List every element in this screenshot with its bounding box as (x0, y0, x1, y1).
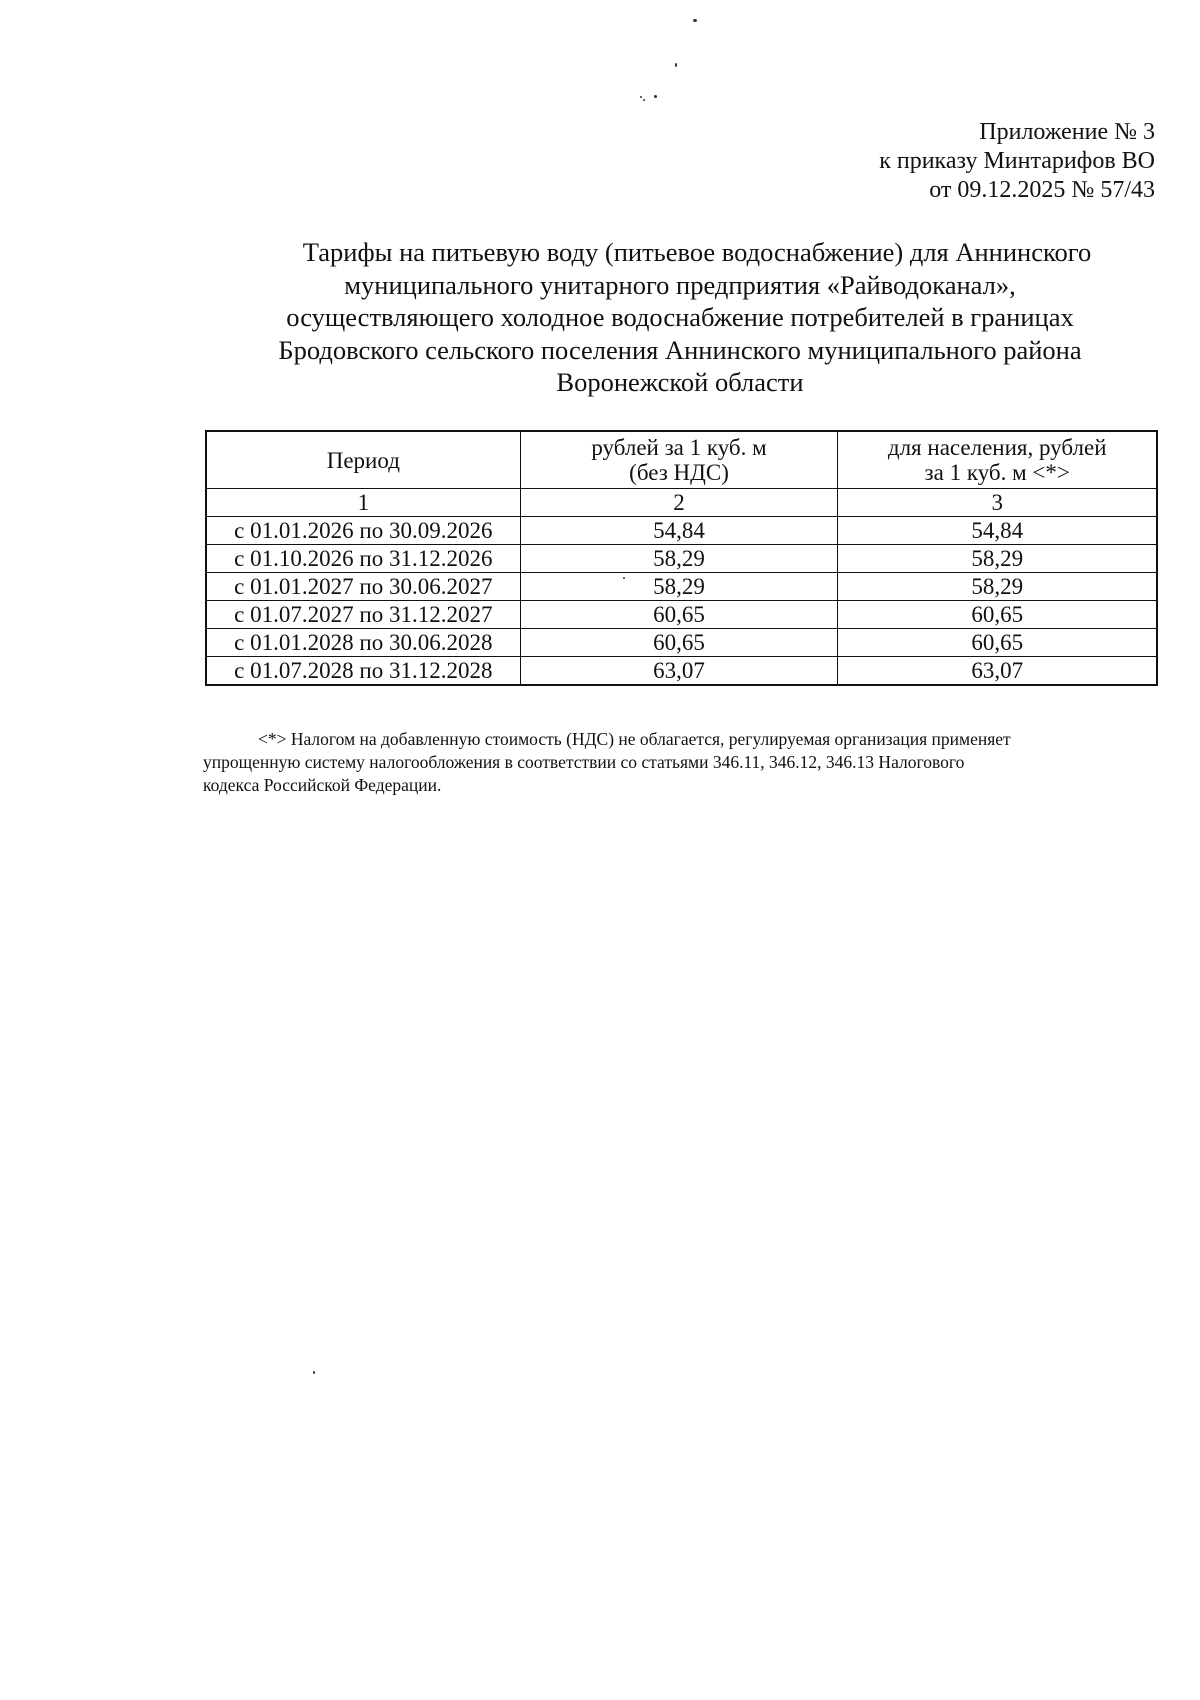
cell-period: с 01.07.2028 по 31.12.2028 (206, 657, 520, 686)
table-row (206, 629, 1157, 657)
table-row (206, 517, 1157, 545)
cell-rub: 60,65 (520, 601, 838, 629)
scan-speck (693, 19, 697, 22)
table-row (206, 545, 1157, 573)
footnote-line: кодекса Российской Федерации. (203, 775, 442, 795)
appendix-order-date: от 09.12.2025 № 57/43 (929, 177, 1155, 203)
scan-speck (654, 95, 657, 98)
header-line: (без НДС) (629, 460, 729, 485)
cell-period: с 01.01.2027 по 30.06.2027 (206, 573, 520, 601)
table-row (206, 657, 1157, 686)
table-header-row (206, 431, 1157, 489)
appendix-reference (879, 118, 1155, 205)
cell-population: 58,29 (838, 573, 1157, 601)
table-row (206, 601, 1157, 629)
scan-speck (675, 63, 677, 67)
column-number-row (206, 489, 1157, 517)
scan-speck (643, 99, 645, 101)
footnote-line: упрощенную систему налогообложения в соответствии со статьями 346.11, 346.12, 346.13 Налогового (203, 752, 965, 772)
header-population (838, 431, 1157, 489)
cell-period: с 01.01.2028 по 30.06.2028 (206, 629, 520, 657)
appendix-number: Приложение № 3 (979, 119, 1155, 145)
title-line: Бродовского сельского поселения Аннинского муниципального района (278, 334, 1082, 365)
header-rub-per-m3 (520, 431, 838, 489)
column-number: 3 (838, 489, 1157, 517)
scan-speck (640, 96, 642, 98)
appendix-order-ref: к приказу Минтарифов ВО (879, 148, 1155, 174)
header-line: рублей за 1 куб. м (591, 435, 767, 460)
title-line: осуществляющего холодное водоснабжение потребителей в границах (286, 302, 1074, 332)
cell-population: 58,29 (838, 545, 1157, 573)
document-title (230, 236, 1130, 399)
scan-speck (313, 1371, 315, 1374)
footnote-line: <*> Налогом на добавленную стоимость (НДС) не облагается, регулируемая организация применяет (258, 729, 1011, 749)
cell-rub: 63,07 (520, 657, 838, 686)
cell-population: 60,65 (838, 601, 1157, 629)
table-row (206, 573, 1157, 601)
footnote (203, 728, 1158, 797)
cell-population: 63,07 (838, 657, 1157, 686)
column-number: 1 (206, 489, 520, 517)
title-line: муниципального унитарного предприятия «Райводоканал», (344, 269, 1016, 300)
header-line: для населения, рублей (887, 435, 1107, 460)
cell-period: с 01.10.2026 по 31.12.2026 (206, 545, 520, 573)
tariff-table (205, 430, 1158, 686)
cell-rub: 58,29 (520, 573, 838, 601)
title-line: Тарифы на питьевую воду (питьевое водоснабжение) для Аннинского (302, 237, 1092, 267)
cell-rub: 58,29 (520, 545, 838, 573)
cell-period: с 01.07.2027 по 31.12.2027 (206, 601, 520, 629)
cell-period: с 01.01.2026 по 30.09.2026 (206, 517, 520, 545)
header-line: за 1 куб. м <*> (924, 460, 1070, 485)
cell-population: 54,84 (838, 517, 1157, 545)
column-number: 2 (520, 489, 838, 517)
title-line: Воронежской области (556, 367, 804, 397)
header-period: Период (206, 431, 520, 489)
cell-rub: 54,84 (520, 517, 838, 545)
cell-rub: 60,65 (520, 629, 838, 657)
cell-population: 60,65 (838, 629, 1157, 657)
